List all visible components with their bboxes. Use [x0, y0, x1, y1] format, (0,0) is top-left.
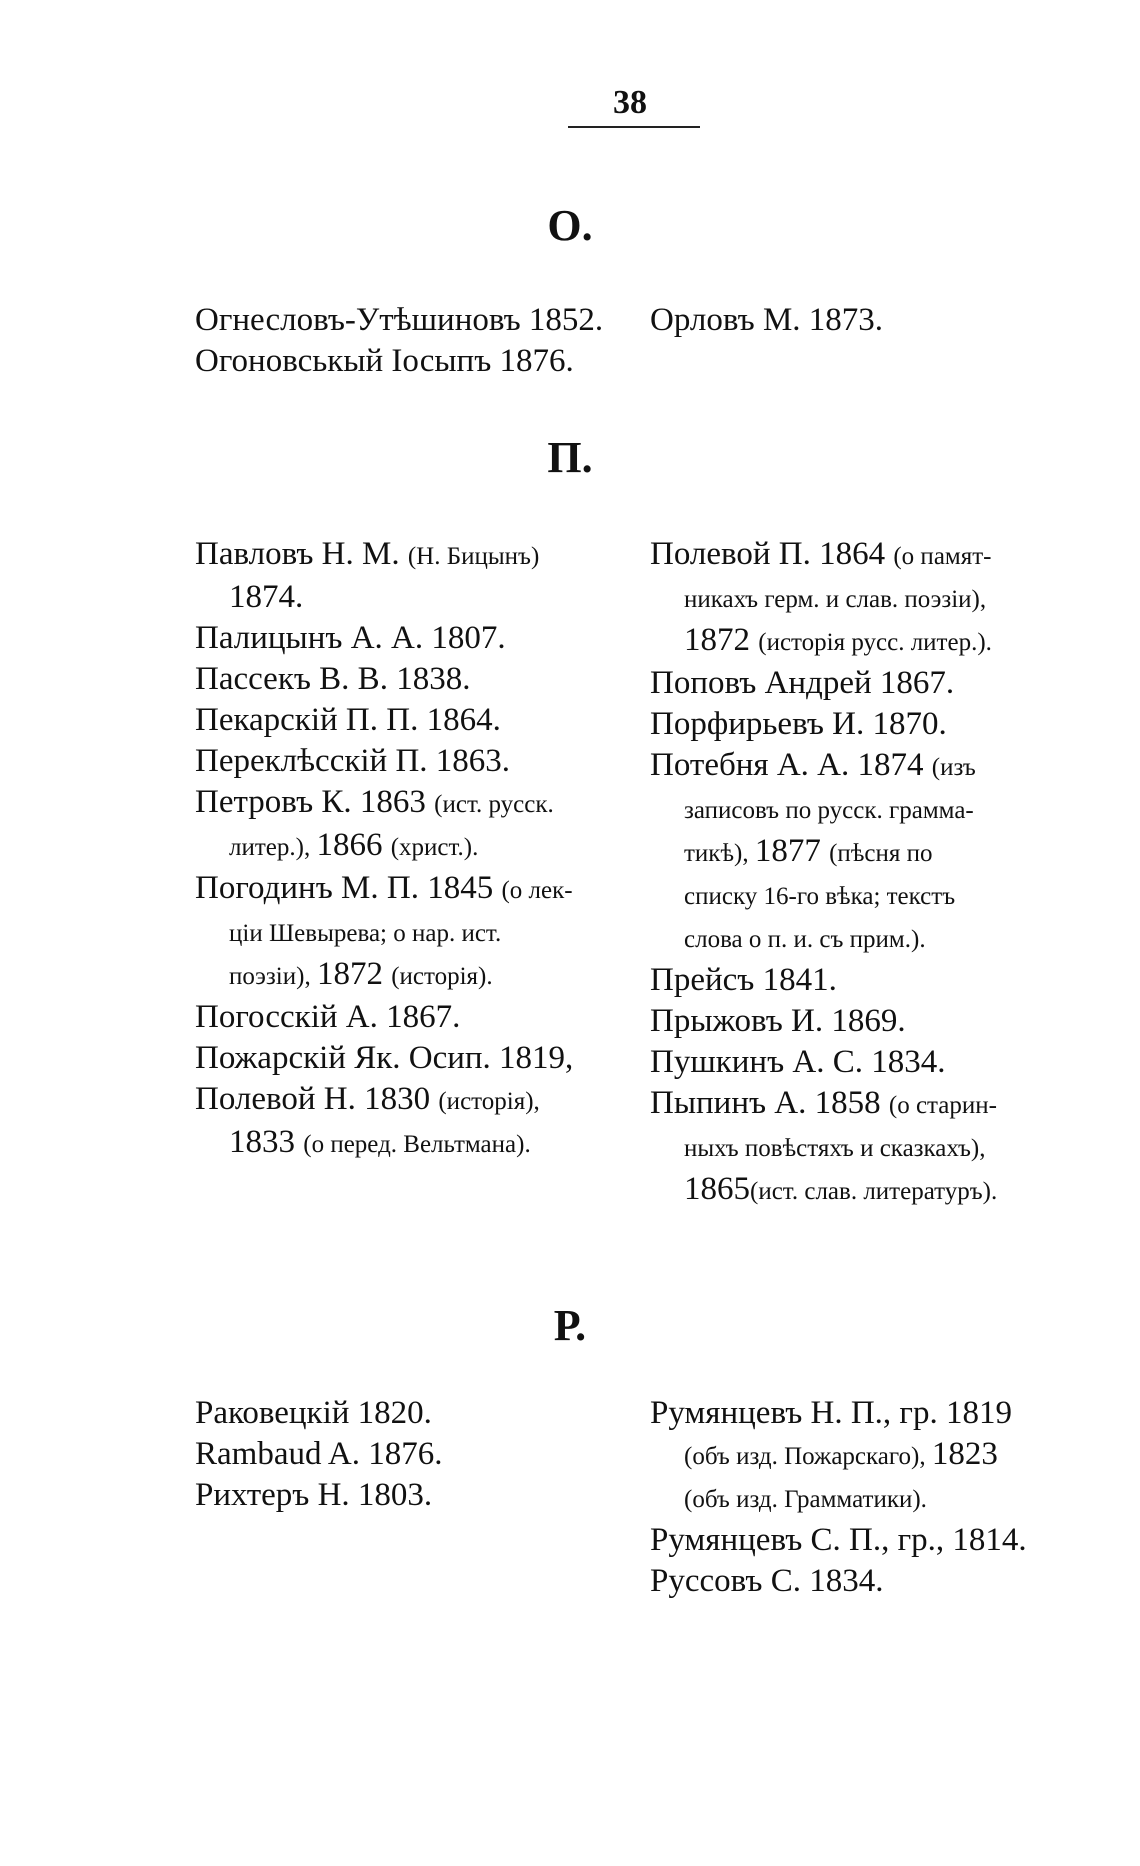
index-entry	[650, 960, 1095, 1001]
entry-note: записовъ по русск. грамма-	[684, 797, 974, 824]
entry-text: 1866	[316, 827, 391, 863]
index-entry	[195, 618, 625, 659]
entry-note: (объ изд. Грамматики).	[684, 1486, 927, 1513]
index-entry: Орловъ М. 1873.	[650, 302, 884, 338]
index-entry-continuation	[650, 577, 1095, 620]
entry-note: слова о п. и. съ прим.).	[684, 926, 926, 953]
entry-text: Руссовъ С. 1834.	[650, 1563, 884, 1599]
entry-text: Потебня А. А. 1874	[650, 747, 932, 783]
entry-text: Погосскій А. 1867.	[195, 999, 461, 1035]
index-entry-continuation	[650, 1477, 1095, 1520]
index-entry-continuation	[650, 788, 1095, 831]
entry-note: ныхъ повѣстяхъ и сказкахъ),	[684, 1135, 986, 1162]
entry-text: Пассекъ В. В. 1838.	[195, 661, 471, 697]
entry-text: 1877	[754, 833, 830, 869]
index-entry-continuation	[650, 620, 1095, 663]
index-entry	[650, 1561, 1095, 1602]
entry-note: (о памят-	[893, 543, 992, 570]
section-p-right-column	[650, 534, 1095, 1212]
index-entry-continuation	[650, 874, 1095, 917]
index-entry	[195, 1079, 625, 1122]
index-entry	[195, 741, 625, 782]
entry-text: Прыжовъ И. 1869.	[650, 1003, 906, 1039]
index-entry	[195, 997, 625, 1038]
index-entry	[195, 700, 625, 741]
index-entry	[650, 704, 1095, 745]
index-entry	[650, 1393, 1095, 1434]
entry-text: Пожарскій Як. Осип. 1819,	[195, 1040, 574, 1076]
entry-text: Полевой Н. 1830	[195, 1081, 439, 1117]
section-letter-p: П.	[547, 433, 593, 482]
section-letter-r: Р.	[553, 1301, 587, 1350]
entry-text: Петровъ К. 1863	[195, 784, 435, 820]
index-entry	[195, 534, 625, 577]
section-p-left-column	[195, 534, 625, 1165]
index-entry	[195, 1038, 625, 1079]
entry-text: 1872	[684, 622, 759, 658]
page-number-rule	[568, 126, 700, 128]
page-number: 38	[613, 84, 647, 121]
entry-note: (Н. Бицынъ)	[407, 543, 540, 570]
entry-note: (изъ	[931, 754, 976, 781]
index-entry-continuation	[195, 911, 625, 954]
entry-note: (объ изд. Пожарскаго),	[684, 1443, 932, 1470]
entry-text: Пушкинъ А. С. 1834.	[650, 1044, 946, 1080]
entry-note: списку 16-го вѣка; текстъ	[684, 883, 956, 910]
entry-note: (пѣсня по	[829, 840, 933, 867]
index-entry: Огоновськый Іосыпъ 1876.	[195, 343, 574, 379]
entry-text: Пыпинъ А. 1858	[650, 1085, 889, 1121]
index-entry	[650, 745, 1095, 788]
entry-text: Поповъ Андрей 1867.	[650, 665, 955, 701]
index-entry-continuation	[650, 831, 1095, 874]
entry-note: (ист. русск.	[434, 791, 554, 818]
index-entry	[195, 782, 625, 825]
entry-note: (христ.).	[390, 834, 479, 861]
index-entry	[650, 1083, 1095, 1126]
index-entry: Рихтеръ Н. 1803.	[195, 1477, 433, 1513]
index-entry: Раковецкій 1820.	[195, 1395, 432, 1431]
entry-text: Порфирьевъ И. 1870.	[650, 706, 947, 742]
index-entry-continuation	[195, 577, 625, 618]
index-entry	[650, 534, 1095, 577]
index-entry: Огнесловъ-Утѣшиновъ 1852.	[195, 302, 604, 338]
entry-text: Пекарскій П. П. 1864.	[195, 702, 501, 738]
index-entry-continuation	[195, 1122, 625, 1165]
entry-text: Румянцевъ Н. П., гр. 1819	[650, 1395, 1012, 1431]
index-entry: Rambaud A. 1876.	[195, 1436, 443, 1472]
section-r-left-column	[195, 1393, 625, 1516]
index-entry	[195, 868, 625, 911]
entry-note: тикѣ),	[684, 840, 755, 867]
section-letter-o: О.	[547, 201, 593, 250]
index-entry	[650, 1042, 1095, 1083]
index-entry	[195, 659, 625, 700]
index-entry	[650, 1520, 1095, 1561]
section-o-right-column	[650, 300, 1095, 341]
index-entry-continuation	[650, 1169, 1095, 1212]
entry-text: Прейсъ 1841.	[650, 962, 837, 998]
index-entry-continuation	[650, 1434, 1095, 1477]
index-entry-continuation	[650, 1126, 1095, 1169]
entry-note: (о лек-	[501, 877, 573, 904]
section-r-right-column	[650, 1393, 1095, 1602]
entry-text: Переклѣсскій П. 1863.	[195, 743, 511, 779]
entry-note: (ист. слав. литературъ).	[750, 1178, 998, 1205]
index-entry	[650, 1001, 1095, 1042]
index-entry-continuation	[195, 825, 625, 868]
index-entry-continuation	[195, 954, 625, 997]
entry-note: (о старин-	[888, 1092, 997, 1119]
entry-note: (исторія русс. литер.).	[758, 629, 992, 656]
entry-note: ціи Шевырева; о нар. ист.	[229, 920, 502, 947]
entry-note: поэзіи),	[229, 963, 317, 990]
index-entry-continuation	[650, 917, 1095, 960]
entry-note: литер.),	[229, 834, 317, 861]
entry-note: (исторія).	[391, 963, 493, 990]
entry-text: Погодинъ М. П. 1845	[195, 870, 502, 906]
entry-text: 1865	[684, 1171, 750, 1207]
entry-text: Палицынъ А. А. 1807.	[195, 620, 506, 656]
entry-text: 1823	[931, 1436, 998, 1472]
section-o-left-column	[195, 300, 625, 382]
entry-text: 1874.	[229, 579, 304, 615]
entry-text: Павловъ Н. М.	[195, 536, 408, 572]
entry-note: (о перед. Вельтмана).	[303, 1131, 531, 1158]
entry-note: никахъ герм. и слав. поэзіи),	[684, 586, 987, 613]
entry-note: (исторія),	[438, 1088, 540, 1115]
index-entry	[650, 663, 1095, 704]
entry-text: Румянцевъ С. П., гр., 1814.	[650, 1522, 1027, 1558]
entry-text: 1872	[316, 956, 392, 992]
entry-text: Полевой П. 1864	[650, 536, 894, 572]
entry-text: 1833	[229, 1124, 304, 1160]
